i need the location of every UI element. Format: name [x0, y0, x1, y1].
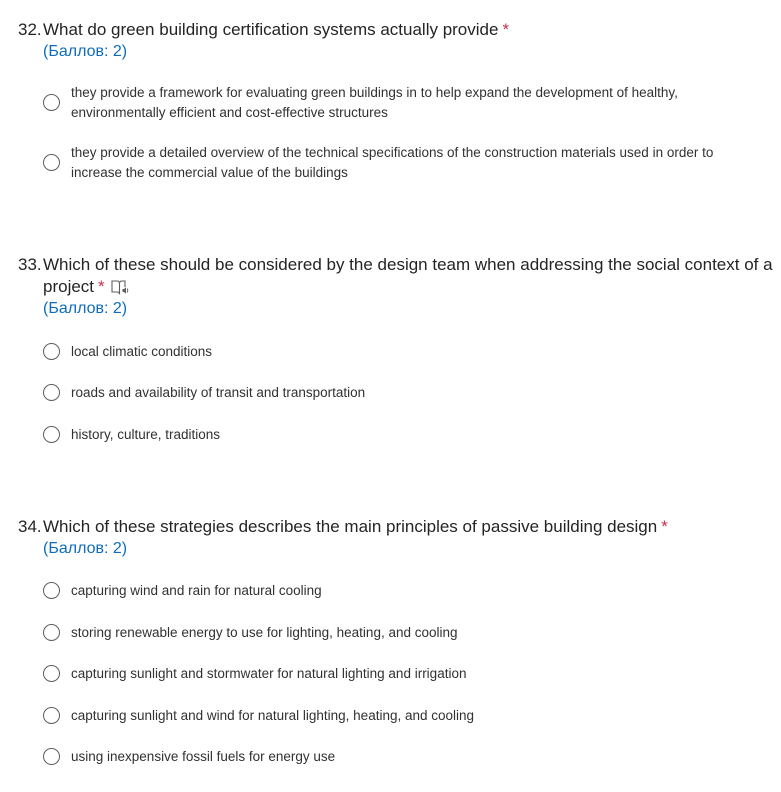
- option-label: capturing sunlight and wind for natural lighting, heating, and cooling: [71, 708, 475, 723]
- option-radio[interactable]: [43, 664, 763, 684]
- option-label: they provide a detailed overview of the technical specifications of the construction materials used in order to increase the commercial value of the buildings: [71, 145, 714, 180]
- question-title-line2: [43, 276, 129, 298]
- radio-circle[interactable]: [43, 707, 60, 724]
- option-radio[interactable]: [43, 425, 763, 445]
- question-title: [18, 516, 668, 538]
- option-radio[interactable]: [43, 82, 763, 124]
- question-number: 32.: [18, 20, 42, 39]
- question-text-cont: project: [43, 277, 95, 296]
- option-label: capturing wind and rain for natural cooling: [71, 583, 322, 598]
- question-text: Which of these strategies describes the main principles of passive building design: [43, 517, 658, 536]
- radio-circle[interactable]: [43, 624, 60, 641]
- question-number: 34.: [18, 517, 42, 536]
- option-label: they provide a framework for evaluating green buildings in to help expand the development of healthy, environmentally efficient and cost-effective structures: [71, 85, 678, 120]
- question-number: 33.: [18, 255, 42, 274]
- points-label: (Баллов: 2): [43, 300, 128, 317]
- option-radio[interactable]: [43, 142, 763, 184]
- option-radio[interactable]: [43, 623, 763, 643]
- question-title: [18, 254, 773, 296]
- option-radio[interactable]: [43, 747, 763, 767]
- option-label: local climatic conditions: [71, 344, 213, 359]
- radio-circle[interactable]: [43, 426, 60, 443]
- option-radio[interactable]: [43, 383, 763, 403]
- points-label: (Баллов: 2): [43, 43, 128, 60]
- radio-circle[interactable]: [43, 582, 60, 599]
- radio-circle[interactable]: [43, 94, 60, 111]
- radio-circle[interactable]: [43, 748, 60, 765]
- option-label: storing renewable energy to use for lighting, heating, and cooling: [71, 625, 458, 640]
- option-label: capturing sunlight and stormwater for natural lighting and irrigation: [71, 666, 467, 681]
- question-title: [18, 19, 509, 41]
- radio-circle[interactable]: [43, 154, 60, 171]
- required-marker: *: [98, 277, 105, 296]
- radio-circle[interactable]: [43, 343, 60, 360]
- required-marker: *: [661, 517, 668, 536]
- radio-circle[interactable]: [43, 384, 60, 401]
- question-text: What do green building certification systems actually provide: [43, 20, 499, 39]
- immersive-reader-icon[interactable]: [111, 279, 129, 295]
- points-label: (Баллов: 2): [43, 540, 128, 557]
- required-marker: *: [502, 20, 510, 39]
- option-radio[interactable]: [43, 706, 763, 726]
- option-label: using inexpensive fossil fuels for energy use: [71, 749, 336, 764]
- option-radio[interactable]: [43, 581, 763, 601]
- question-text: Which of these should be considered by the design team when addressing the social context of a: [43, 255, 773, 274]
- option-radio[interactable]: [43, 342, 763, 362]
- radio-circle[interactable]: [43, 665, 60, 682]
- option-label: history, culture, traditions: [71, 427, 221, 442]
- option-label: roads and availability of transit and transportation: [71, 385, 366, 400]
